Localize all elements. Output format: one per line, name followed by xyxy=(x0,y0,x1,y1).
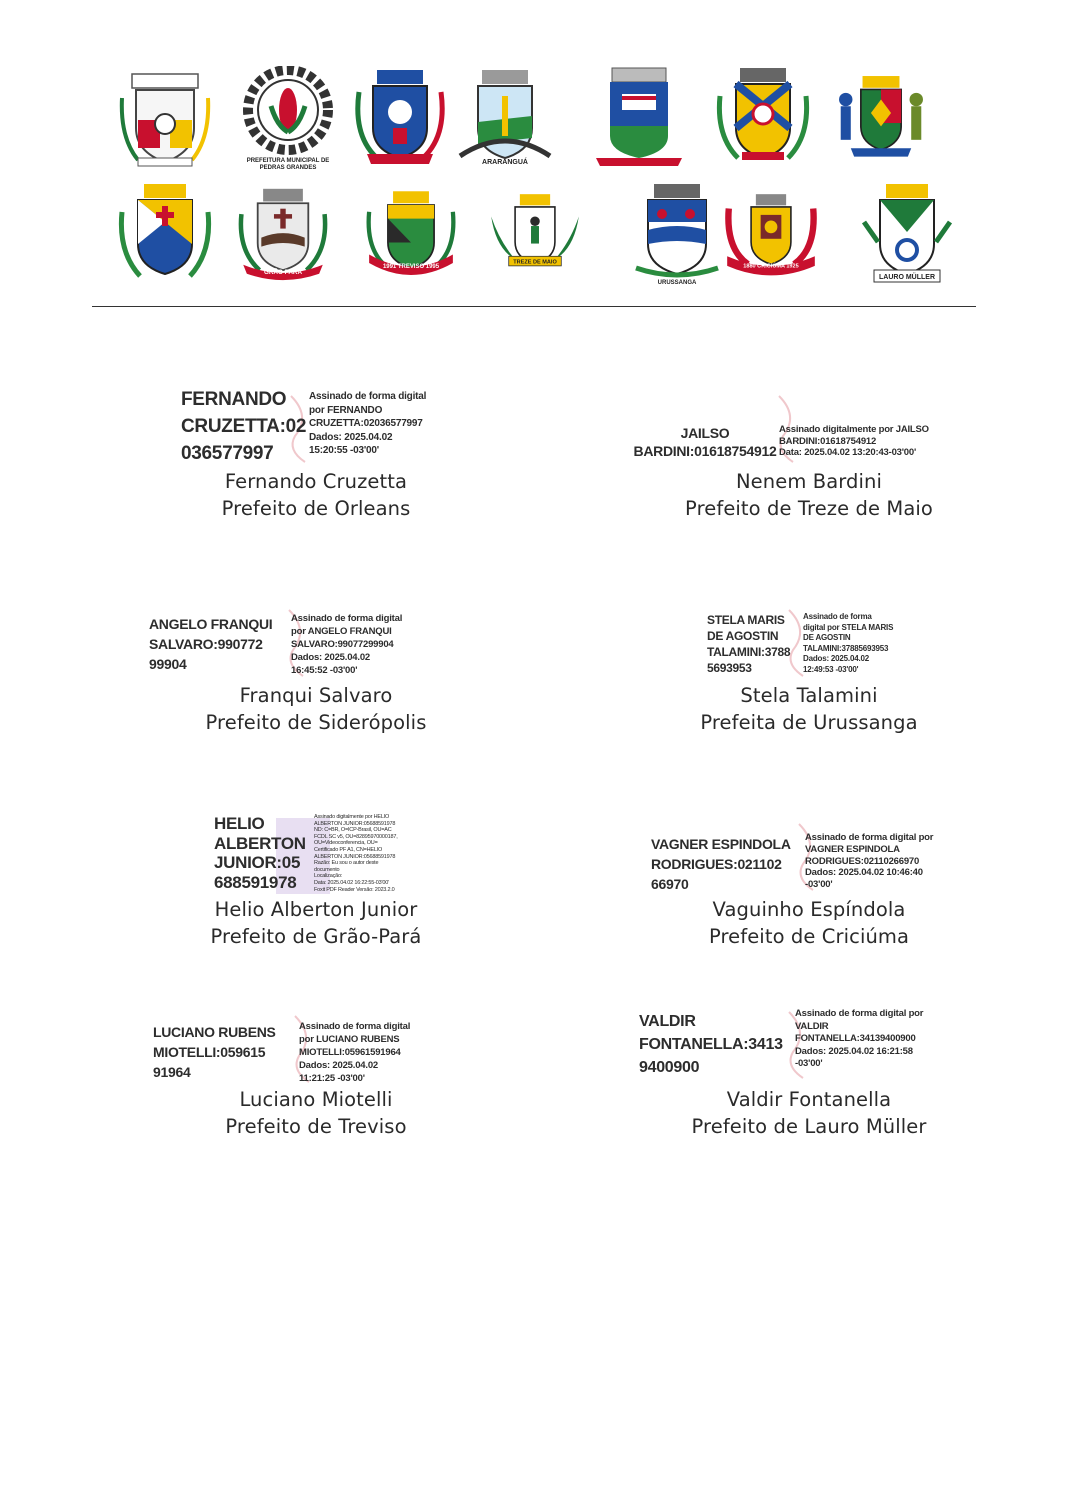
signature-details: Assinado de forma digital por LUCIANO RUBENS MIOTELLI:05961591964 Dados: 2025.04.02 11:21:25 -03'00' xyxy=(299,1021,411,1084)
crest-treviso xyxy=(364,182,458,286)
crest-pedras-grandes xyxy=(241,66,335,170)
signature-block-treviso xyxy=(136,1002,496,1140)
svg-text:GRÃO PARÁ: GRÃO PARÁ xyxy=(263,268,303,276)
signer-role: Prefeito de Grão-Pará xyxy=(210,925,422,948)
digital-signature-stamp xyxy=(651,814,959,896)
signer-name: Fernando Cruzetta xyxy=(224,470,408,493)
signer-role: Prefeito de Treviso xyxy=(225,1115,407,1138)
signer-name: Nenem Bardini xyxy=(735,470,882,493)
signer-cn: LUCIANO RUBENS MIOTELLI:059615 91964 xyxy=(153,1024,276,1080)
crest-ararangua xyxy=(458,66,552,170)
signature-block-lauro-muller xyxy=(629,1002,989,1140)
digital-signature-stamp xyxy=(709,600,909,682)
digital-signature-stamp xyxy=(153,1002,461,1084)
signer-name: Valdir Fontanella xyxy=(726,1088,892,1111)
signer-cn: FERNANDO CRUZETTA:02 036577997 xyxy=(181,389,307,464)
signer-name: Franqui Salvaro xyxy=(239,684,393,707)
signer-name: Stela Talamini xyxy=(740,684,878,707)
crest-criciuma xyxy=(724,182,818,286)
svg-text:LAURO MÜLLER: LAURO MÜLLER xyxy=(879,274,935,281)
crest-meleiro xyxy=(353,66,447,170)
digital-signature-stamp xyxy=(216,814,416,896)
signer-cn: HELIO ALBERTON JUNIOR:05 688591978 xyxy=(214,814,306,892)
digital-signature-stamp xyxy=(181,386,451,468)
signer-name: Vaguinho Espíndola xyxy=(712,898,906,921)
signer-cn: JAILSO BARDINI:01618754912 xyxy=(633,425,777,459)
signer-role: Prefeito de Siderópolis xyxy=(205,711,427,734)
header-divider xyxy=(92,306,976,307)
signature-block-criciuma xyxy=(629,814,989,950)
crest-orleans xyxy=(118,68,212,172)
svg-text:1991 TREVISO 1995: 1991 TREVISO 1995 xyxy=(382,264,440,271)
svg-text:ARARANGUÁ: ARARANGUÁ xyxy=(482,159,528,166)
svg-text:PREFEITURA MUNICIPAL DE: PREFEITURA MUNICIPAL DE xyxy=(246,158,330,164)
signature-block-grao-para xyxy=(136,814,496,950)
signature-block-orleans xyxy=(136,386,496,522)
signature-details: Assinado de forma digital por VALDIR FONTANELLA:34139400900 Dados: 2025.04.02 16:21:58 -03'00' xyxy=(795,1008,924,1069)
svg-text:PEDRAS GRANDES: PEDRAS GRANDES xyxy=(259,165,317,170)
svg-text:1880 CRICIÚMA 1925: 1880 CRICIÚMA 1925 xyxy=(743,263,799,270)
crest-forquilhinha xyxy=(592,66,686,170)
signer-role: Prefeito de Criciúma xyxy=(708,925,910,948)
digital-signature-stamp xyxy=(629,386,989,468)
signer-name: Helio Alberton Junior xyxy=(214,898,418,921)
digital-signature-stamp xyxy=(149,600,461,682)
crest-lauro-muller xyxy=(860,182,954,286)
signature-block-urussanga xyxy=(629,600,989,736)
crest-grao-para xyxy=(236,182,330,286)
crest-nova-veneza xyxy=(834,66,928,170)
signer-role: Prefeita de Urussanga xyxy=(700,711,918,734)
signature-details: Assinado de forma digital por ANGELO FRANQUI SALVARO:99077299904 Dados: 2025.04.02 16:45:52 -03'00' xyxy=(291,613,403,676)
crest-urussanga xyxy=(630,182,724,286)
signature-block-treze-de-maio xyxy=(629,386,989,522)
signature-block-sideropolis xyxy=(136,600,496,736)
signer-cn: STELA MARIS DE AGOSTIN TALAMINI:3788 5693953 xyxy=(707,613,791,675)
signer-role: Prefeito de Orleans xyxy=(221,497,411,520)
digital-signature-stamp xyxy=(639,1002,979,1084)
signer-name: Luciano Miotelli xyxy=(239,1088,393,1111)
svg-text:URUSSANGA: URUSSANGA xyxy=(657,280,697,286)
signature-details: Assinado de forma digital por FERNANDO CRUZETTA:02036577997 Dados: 2025.04.02 15:20:55 -03'00' xyxy=(309,391,427,456)
signer-cn: ANGELO FRANQUI SALVARO:990772 99904 xyxy=(149,616,273,672)
crest-morro-da-fumaca xyxy=(118,182,212,286)
signer-cn: VAGNER ESPINDOLA RODRIGUES:021102 66970 xyxy=(651,836,791,892)
crest-tubarao xyxy=(716,66,810,170)
signature-details: Assinado de forma digital por STELA MARIS DE AGOSTIN TALAMINI:37885693953 Dados: 2025.04.02 12:49:53 -03'00' xyxy=(803,612,894,674)
signature-details: Assinado digitalmente por HELIO ALBERTON JUNIOR:05688591978 ND: C=BR, O=ICP-Brasil, OU=AC FCDL SC v5, OU=82895970000187, OU=Videoconferencia, OU= Certificado PF A1, CN=HELIO ALBERTON JUNIOR:05688591978 Razão: Eu sou o autor deste documento Localização: Data: 2025.04.02 16:22:55-03'00' Foxit PDF Reader Versão: 2023.2.0 xyxy=(314,814,398,893)
signer-role: Prefeito de Treze de Maio xyxy=(685,497,933,520)
signer-role: Prefeito de Lauro Müller xyxy=(691,1115,927,1138)
signature-details: Assinado digitalmente por JAILSO BARDINI:01618754912 Data: 2025.04.02 13:20:43-03'00' xyxy=(779,424,929,458)
signer-cn: VALDIR FONTANELLA:3413 9400900 xyxy=(639,1013,783,1076)
svg-text:TREZE DE MAIO: TREZE DE MAIO xyxy=(513,259,557,266)
signature-details: Assinado de forma digital por VAGNER ESPINDOLA RODRIGUES:02110266970 Dados: 2025.04.02 10:46:40 -03'00' xyxy=(805,832,934,891)
crest-treze-de-maio xyxy=(488,182,582,286)
